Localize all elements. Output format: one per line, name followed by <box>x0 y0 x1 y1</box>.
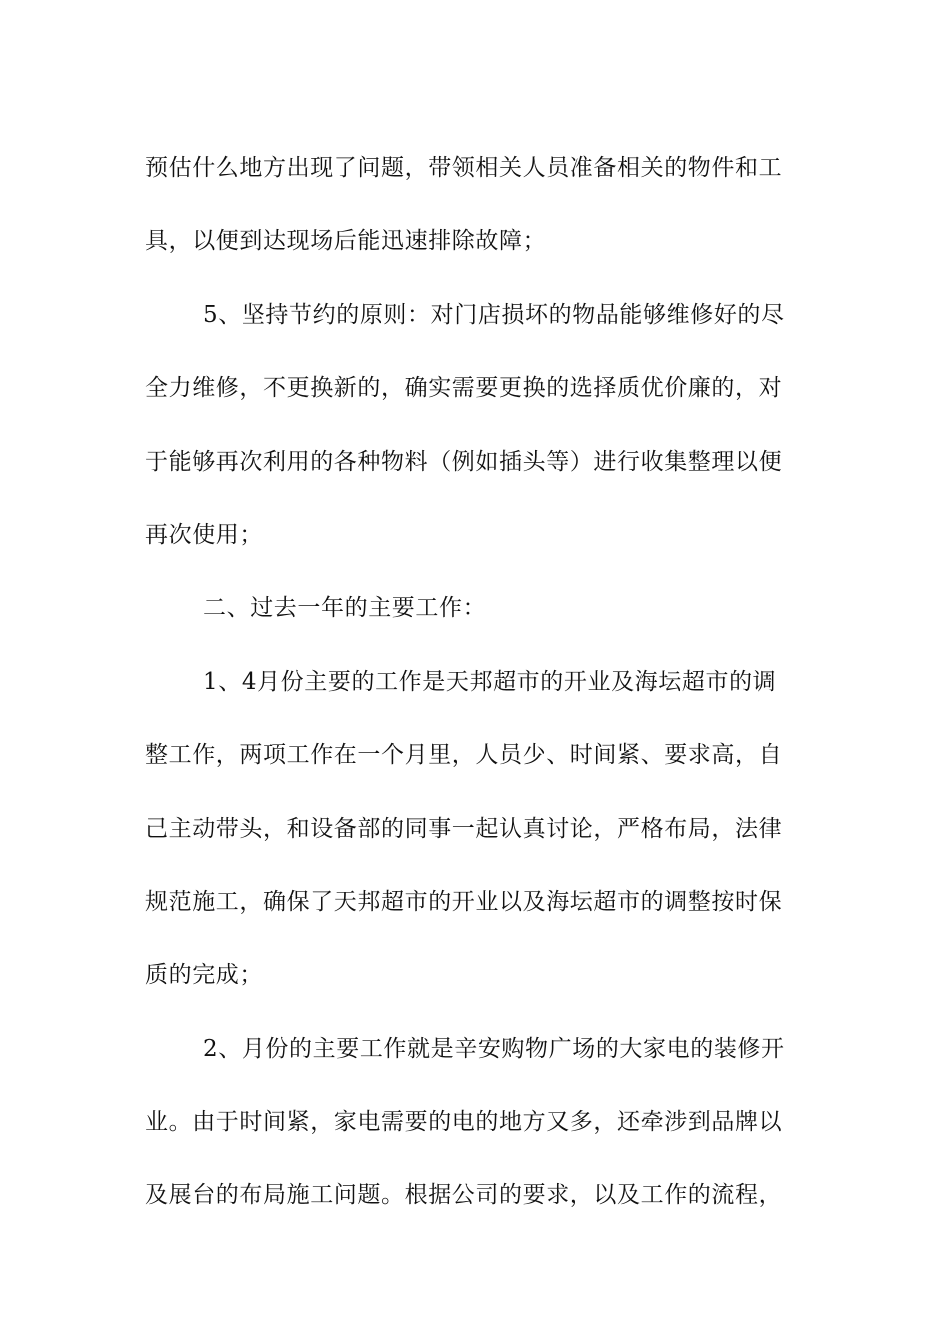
section-heading: 二、过去一年的主要工作： <box>203 595 487 622</box>
text-line: 及展台的布局施工问题。根据公司的要求，以及工作的流程， <box>145 1182 783 1209</box>
text-line: 具，以便到达现场后能迅速排除故障； <box>145 228 547 255</box>
text-line: 于能够再次利用的各种物料（例如插头等）进行收集整理以便 <box>145 448 783 475</box>
text-line: 1、4月份主要的工作是天邦超市的开业及海坛超市的调 <box>203 668 777 695</box>
document-body <box>145 132 805 1233</box>
text-line: 质的完成； <box>145 962 263 989</box>
text-line: 预估什么地方出现了问题，带领相关人员准备相关的物件和工 <box>145 155 783 181</box>
text-line: 全力维修，不更换新的，确实需要更换的选择质优价廉的，对 <box>145 375 783 402</box>
text-line: 2、月份的主要工作就是辛安购物广场的大家电的装修开 <box>203 1035 785 1062</box>
text-line: 整工作，两项工作在一个月里，人员少、时间紧、要求高，自 <box>145 742 783 769</box>
text-line: 再次使用； <box>145 521 263 548</box>
text-line: 业。由于时间紧，家电需要的电的地方又多，还牵涉到品牌以 <box>145 1109 783 1136</box>
text-line: 己主动带头，和设备部的同事一起认真讨论，严格布局，法律 <box>145 815 783 842</box>
text-line: 规范施工，确保了天邦超市的开业以及海坛超市的调整按时保 <box>145 888 783 915</box>
text-line: 5、坚持节约的原则：对门店损坏的物品能够维修好的尽 <box>203 301 785 328</box>
